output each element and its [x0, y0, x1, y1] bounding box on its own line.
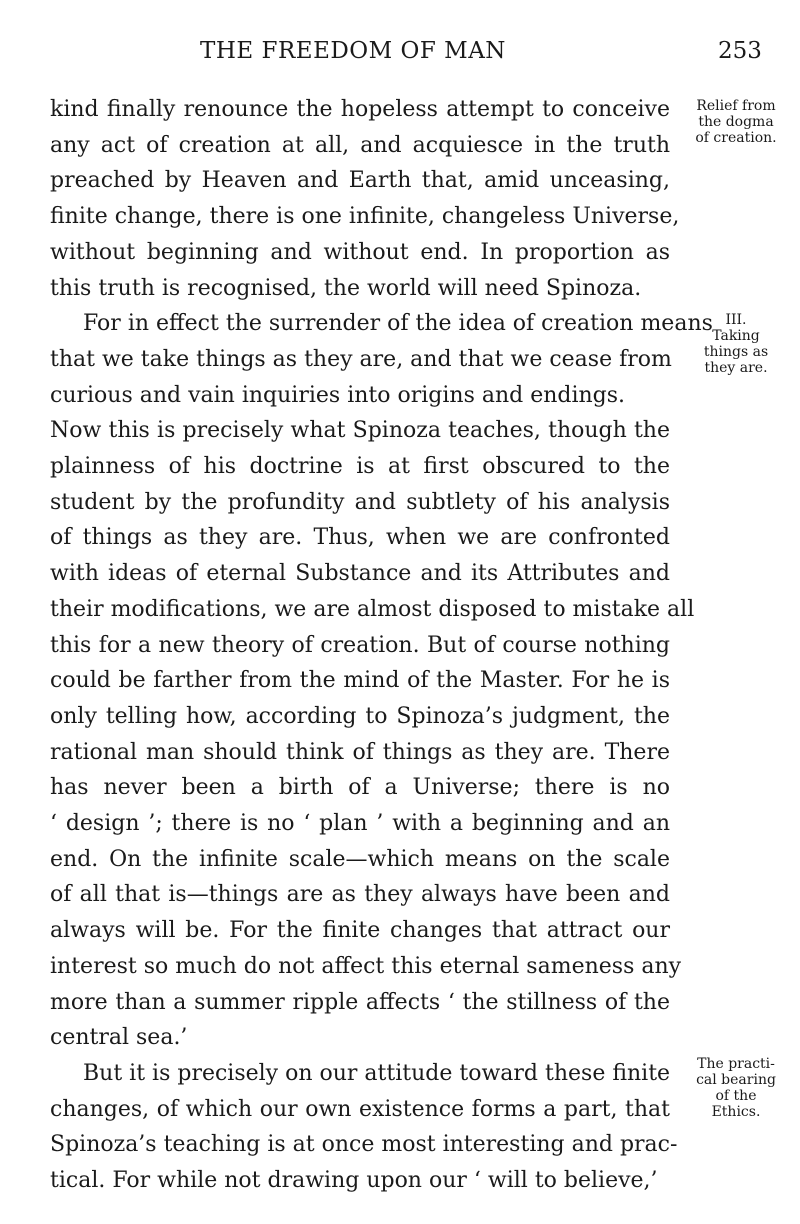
margin-note-line: Taking	[712, 328, 760, 344]
text-line: has never been a birth of a Universe; there is no	[50, 775, 670, 801]
margin-note-taking	[676, 312, 796, 376]
text-line: For in effect the surrender of the idea of creation means	[83, 311, 713, 337]
text-line: end. On the infinite scale—which means on the scale	[50, 846, 670, 872]
text-line: interest so much do not affect this eternal sameness any	[50, 953, 682, 979]
text-line: with ideas of eternal Substance and its Attributes and	[50, 561, 670, 587]
text-line: this for a new theory of creation. But of course nothing	[50, 632, 670, 658]
page-number: 253	[718, 38, 762, 64]
body-text	[50, 92, 713, 1199]
text-line: plainness of his doctrine is at first obscured to the	[50, 454, 670, 480]
text-line: of all that is—things are as they always have been and	[50, 882, 670, 908]
page-header	[0, 38, 800, 78]
text-line: ‘ design ’; there is no ‘ plan ’ with a beginning and an	[50, 811, 670, 837]
text-line: without beginning and without end. In proportion as	[50, 239, 670, 265]
text-line: tical. For while not drawing upon our ‘ will to believe,’	[50, 1168, 658, 1194]
text-line: changes, of which our own existence forms a part, that	[50, 1096, 670, 1122]
margin-note-line: III.	[725, 312, 747, 328]
text-line: rational man should think of things as they are. There	[50, 739, 670, 765]
margin-note-line: they are.	[704, 360, 768, 376]
margin-note-line: Ethics.	[711, 1104, 761, 1120]
margin-note-line: of creation.	[695, 130, 777, 146]
text-line: always will be. For the finite changes that attract our	[50, 918, 670, 944]
text-line: more than a summer ripple affects ‘ the stillness of the	[50, 989, 670, 1015]
text-line: this truth is recognised, the world will need Spinoza.	[50, 275, 642, 301]
text-line: that we take things as they are, and that we cease from	[50, 346, 672, 372]
margin-note-line: Relief from	[696, 98, 776, 114]
text-line: any act of creation at all, and acquiesce in the truth	[50, 132, 670, 158]
margin-note-line: things as	[703, 344, 769, 360]
text-line: of things as they are. Thus, when we are confronted	[50, 525, 670, 551]
text-line: Now this is precisely what Spinoza teaches, though the	[50, 418, 670, 444]
text-line: could be farther from the mind of the Master. For he is	[50, 668, 670, 694]
text-line: Spinoza’s teaching is at once most interesting and prac-	[50, 1132, 678, 1158]
margin-note-practical	[676, 1056, 796, 1120]
text-line: finite change, there is one infinite, changeless Universe,	[50, 204, 680, 230]
text-line: kind finally renounce the hopeless attempt to conceive	[50, 97, 670, 122]
text-line: only telling how, according to Spinoza’s judgment, the	[50, 703, 670, 729]
margin-note-relief	[676, 98, 796, 146]
running-title: THE FREEDOM OF MAN	[200, 38, 506, 64]
margin-note-line: of the	[715, 1088, 757, 1104]
margin-note-line: cal bearing	[696, 1072, 776, 1088]
margin-note-line: The practi-	[697, 1056, 775, 1072]
text-line: their modifications, we are almost disposed to mistake all	[50, 596, 695, 622]
text-line: curious and vain inquiries into origins and endings.	[50, 382, 626, 408]
text-line: student by the profundity and subtlety of his analysis	[50, 489, 670, 515]
text-line: central sea.’	[50, 1025, 188, 1051]
text-line: But it is precisely on our attitude toward these finite	[83, 1060, 671, 1086]
text-line: preached by Heaven and Earth that, amid unceasing,	[50, 168, 670, 194]
margin-note-line: the dogma	[698, 114, 774, 130]
